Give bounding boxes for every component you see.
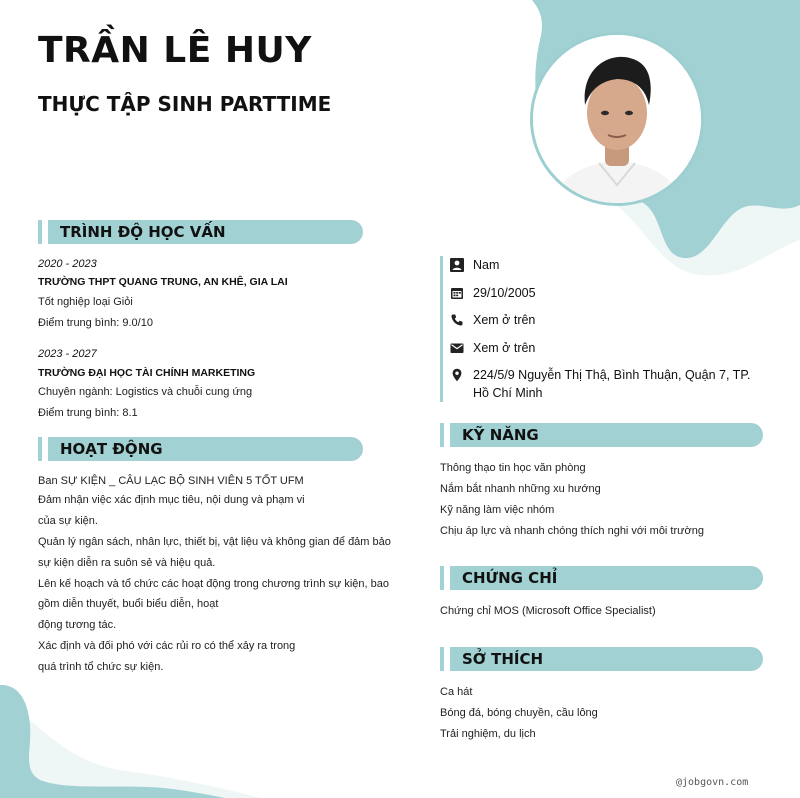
full-name: TRẦN LÊ HUY — [38, 30, 312, 71]
hobby-item: Trải nghiệm, du lịch — [440, 728, 536, 740]
hobby-item: Bóng đá, bóng chuyền, cầu lông — [440, 707, 598, 719]
skill-item: Thông thạo tin học văn phòng — [440, 462, 586, 474]
address-line: Hồ Chí Minh — [473, 386, 543, 400]
skills-section-header — [450, 423, 763, 447]
activity-line: quá trình tổ chức sự kiện. — [38, 661, 164, 673]
edu-period: 2020 - 2023 — [38, 258, 97, 270]
activity-line: Xác định và đối phó với các rủi ro có thể xảy ra trong — [38, 640, 296, 652]
hobby-item: Ca hát — [440, 686, 473, 698]
edu-detail: Chuyên ngành: Logistics và chuỗi cung ứng — [38, 386, 253, 398]
address-text — [473, 366, 751, 402]
activity-line: Lên kế hoạch và tổ chức các hoạt động trong chương trình sự kiện, bao — [38, 578, 389, 590]
phone-text: Xem ở trên — [473, 313, 536, 327]
mail-icon — [450, 341, 464, 355]
activity-line: Quản lý ngân sách, nhân lực, thiết bị, vật liệu và không gian để đảm bảo — [38, 536, 391, 548]
gender-text: Nam — [473, 258, 500, 272]
skill-item: Nắm bắt nhanh những xu hướng — [440, 483, 601, 495]
info-accent-bar — [440, 256, 443, 402]
phone-icon — [450, 313, 464, 327]
calendar-icon — [450, 286, 464, 300]
certificates-section-header — [450, 566, 763, 590]
avatar-portrait — [533, 35, 701, 203]
hobbies-title: SỞ THÍCH — [462, 650, 544, 668]
activity-line: sự kiện diễn ra suôn sẻ và hiệu quả. — [38, 557, 216, 569]
skills-title: KỸ NĂNG — [462, 426, 539, 444]
skill-item: Kỹ năng làm việc nhóm — [440, 504, 555, 516]
person-icon — [450, 258, 464, 272]
activity-line: của sự kiện. — [38, 515, 98, 527]
avatar — [530, 32, 704, 206]
activities-section-header — [48, 437, 363, 461]
location-pin-icon — [450, 368, 464, 382]
education-section-header — [48, 220, 363, 244]
activity-line: động tương tác. — [38, 619, 117, 631]
edu-detail: Điểm trung bình: 9.0/10 — [38, 317, 153, 329]
job-title: THỰC TẬP SINH PARTTIME — [38, 92, 332, 116]
edu-period: 2023 - 2027 — [38, 348, 97, 360]
edu-detail: Điểm trung bình: 8.1 — [38, 407, 138, 419]
education-title: TRÌNH ĐỘ HỌC VẤN — [60, 223, 226, 241]
watermark: @jobgovn.com — [676, 777, 749, 788]
activities-title: HOẠT ĐỘNG — [60, 440, 163, 458]
birthday-text: 29/10/2005 — [473, 286, 536, 300]
email-text: Xem ở trên — [473, 341, 536, 355]
certificate-item: Chứng chỉ MOS (Microsoft Office Specialist) — [440, 605, 656, 617]
skill-item: Chịu áp lực và nhanh chóng thích nghi với môi trường — [440, 525, 704, 537]
activity-line: Ban SỰ KIỆN _ CÂU LẠC BỘ SINH VIÊN 5 TỐT UFM — [38, 475, 304, 487]
edu-school: TRƯỜNG ĐẠI HỌC TÀI CHÍNH MARKETING — [38, 367, 256, 379]
edu-school: TRƯỜNG THPT QUANG TRUNG, AN KHÊ, GIA LAI — [38, 276, 288, 288]
hobbies-section-header — [450, 647, 763, 671]
certificates-title: CHỨNG CHỈ — [462, 569, 558, 587]
activity-line: gồm diễn thuyết, buổi biểu diễn, hoạt — [38, 598, 219, 610]
edu-detail: Tốt nghiệp loại Giỏi — [38, 296, 133, 308]
activity-line: Đảm nhận việc xác định mục tiêu, nội dung và phạm vi — [38, 494, 305, 506]
address-line: 224/5/9 Nguyễn Thị Thậ, Bình Thuận, Quận 7, TP. — [473, 368, 751, 382]
